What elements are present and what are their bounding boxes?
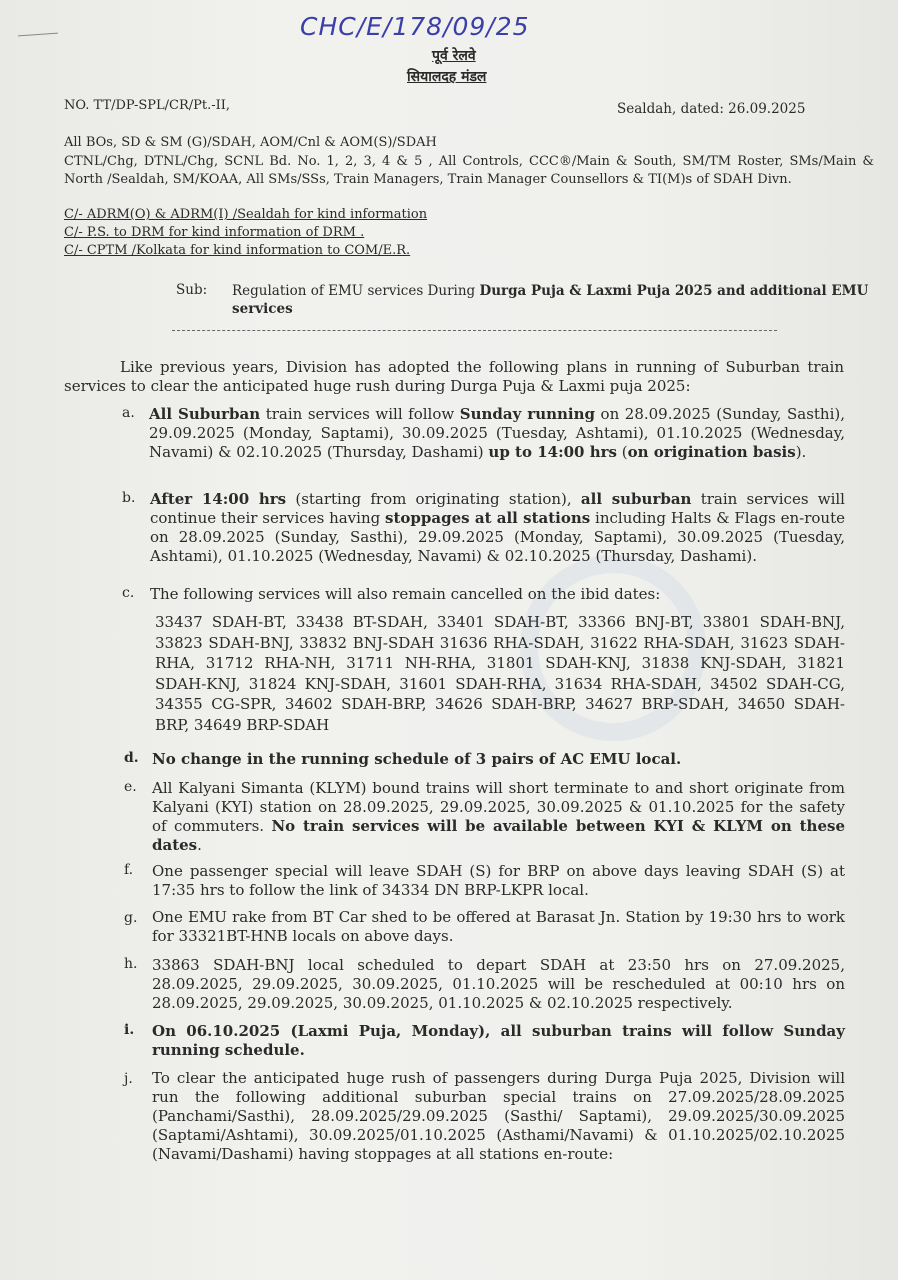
division-name-hindi: सियालदह मंडल [407, 69, 487, 85]
date-line: Sealdah, dated: 26.09.2025 [617, 101, 806, 117]
copy-to-line: C/- ADRM(O) & ADRM(I) /Sealdah for kind information [64, 207, 428, 222]
item-marker: i. [124, 1022, 135, 1038]
list-item-d: No change in the running schedule of 3 pairs of AC EMU local. [152, 750, 682, 768]
item-text: on origination basis [627, 443, 796, 461]
list-item-g: One EMU rake from BT Car shed to be offered at Barasat Jn. Station by 19:30 hrs to work for 33321BT-HNB locals on above days. [152, 908, 845, 945]
intro-paragraph: Like previous years, Division has adopted the following plans in running of Suburban train services to clear the anticipated huge rush during Durga Puja & Laxmi puja 2025: [64, 358, 844, 395]
item-text: train services will follow [260, 405, 460, 423]
item-text: all suburban [580, 490, 692, 508]
list-item-j: To clear the anticipated huge rush of passengers during Durga Puja 2025, Division will run the following additional suburban special trains on 27.09.2025/28.09.2025 (Panchami/Sasthi), 28.09.2025/29.09.2025 (Sasthi/ Saptami), 29.09.2025/30.09.2025 (Saptami/Ashtami), 30.09.2025/01.10.2025 (Asthami/Navami) & 01.10.2025/02.10.2025 (Navami/Dashami) having stoppages at all stations en-route: [152, 1069, 845, 1163]
item-marker: h. [124, 956, 138, 972]
list-item-f: One passenger special will leave SDAH (S) for BRP on above days leaving SDAH (S) at 17:35 hrs to follow the link of 34334 DN BRP-LKPR local. [152, 862, 845, 899]
divider [172, 330, 777, 331]
reference-number: NO. TT/DP-SPL/CR/Pt.-II, [64, 98, 231, 113]
list-item-i: On 06.10.2025 (Laxmi Puja, Monday), all suburban trains will follow Sunday running schedule. [152, 1022, 845, 1059]
item-text: All Suburban [149, 405, 261, 423]
list-item-e [152, 779, 845, 855]
item-text: All Kalyani Simanta (KLYM) bound trains will short terminate to and short originate from Kalyani (KYI) station on 28.09.2025, 29.09.2025, 30.09.2025 & 01.10.2025 for the safety of commuters. [152, 779, 845, 835]
item-text: ). [795, 443, 807, 461]
list-item-h: 33863 SDAH-BNJ local scheduled to depart SDAH at 23:50 hrs on 27.09.2025, 28.09.2025, 29.09.2025, 30.09.2025, 01.10.2025 will be rescheduled at 00:10 hrs on 28.09.2025, 29.09.2025, 30.09.2025, 01.10.2025 & 02.10.2025 respectively. [152, 956, 845, 1012]
item-text: . [197, 836, 202, 854]
item-text: stoppages at all stations [385, 509, 591, 527]
list-item-b [150, 490, 845, 566]
copy-to-line: C/- CPTM /Kolkata for kind information to COM/E.R. [64, 243, 411, 258]
cancelled-trains-list: 33437 SDAH-BT, 33438 BT-SDAH, 33401 SDAH-BT, 33366 BNJ-BT, 33801 SDAH-BNJ, 33823 SDAH-BNJ, 33832 BNJ-SDAH 31636 RHA-SDAH, 31622 RHA-SDAH, 31623 SDAH-RHA, 31712 RHA-NH, 31711 NH-RHA, 31801 SDAH-KNJ, 31838 KNJ-SDAH, 31821 SDAH-KNJ, 31824 KNJ-SDAH, 31601 SDAH-RHA, 31634 RHA-SDAH, 34502 SDAH-CG, 34355 CG-SPR, 34602 SDAH-BRP, 34626 SDAH-BRP, 34627 BRP-SDAH, 34650 SDAH-BRP, 34649 BRP-SDAH [155, 613, 845, 734]
addressee-line: All BOs, SD & SM (G)/SDAH, AOM/Cnl & AOM(S)/SDAH [64, 135, 437, 150]
list-item-a [149, 405, 845, 462]
item-marker: a. [122, 405, 135, 421]
org-name-hindi: पूर्व रेलवे [432, 48, 476, 64]
item-marker: d. [124, 750, 139, 766]
item-text: up to 14:00 hrs [488, 443, 617, 461]
item-text: No train services will be available between KYI & KLYM on these dates [152, 817, 845, 854]
page-mark [18, 33, 58, 37]
item-marker: c. [122, 585, 135, 601]
subject-plain: Regulation of EMU services During [232, 283, 480, 299]
item-text: train services will continue their services having [150, 490, 845, 527]
subject-text [232, 282, 872, 318]
item-text: ( [616, 443, 628, 461]
copy-to-line: C/- P.S. to DRM for kind information of DRM . [64, 225, 365, 240]
item-text: including Halts & Flags en-route on 28.09.2025 (Sunday, Sasthi), 29.09.2025 (Monday, Saptami), 30.09.2025 (Tuesday, Ashtami), 01.10.2025 (Wednesday, Navami) & 02.10.2025 (Thursday, Dashami). [150, 509, 845, 565]
item-marker: e. [124, 779, 137, 795]
item-text: After 14:00 hrs [150, 490, 287, 508]
list-item-c: The following services will also remain cancelled on the ibid dates: [150, 585, 661, 603]
item-marker: b. [122, 490, 136, 506]
item-text: on 28.09.2025 (Sunday, Sasthi), 29.09.2025 (Monday, Saptami), 30.09.2025 (Tuesday, Ashtami), 01.10.2025 (Wednesday, Navami) & 02.10.2025 (Thursday, Dashami) [149, 405, 845, 461]
subject-bold: Durga Puja & Laxmi Puja 2025 and additional EMU services [232, 283, 869, 317]
addressee-line: CTNL/Chg, DTNL/Chg, SCNL Bd. No. 1, 2, 3, 4 & 5 , All Controls, CCC®/Main & South, SM/TM Roster, SMs/Main & North /Sealdah, SM/KOAA, All SMs/SSs, Train Managers, Train Manager Counsellors & TI(M)s of SDAH Divn. [64, 154, 874, 187]
item-text: Sunday running [459, 405, 596, 423]
handwritten-reference: CHC/E/178/09/25 [300, 12, 530, 41]
item-text: (starting from originating station), [286, 490, 581, 508]
item-marker: g. [124, 910, 138, 926]
item-marker: j. [124, 1071, 133, 1087]
item-marker: f. [124, 862, 134, 878]
subject-label: Sub: [176, 282, 208, 298]
